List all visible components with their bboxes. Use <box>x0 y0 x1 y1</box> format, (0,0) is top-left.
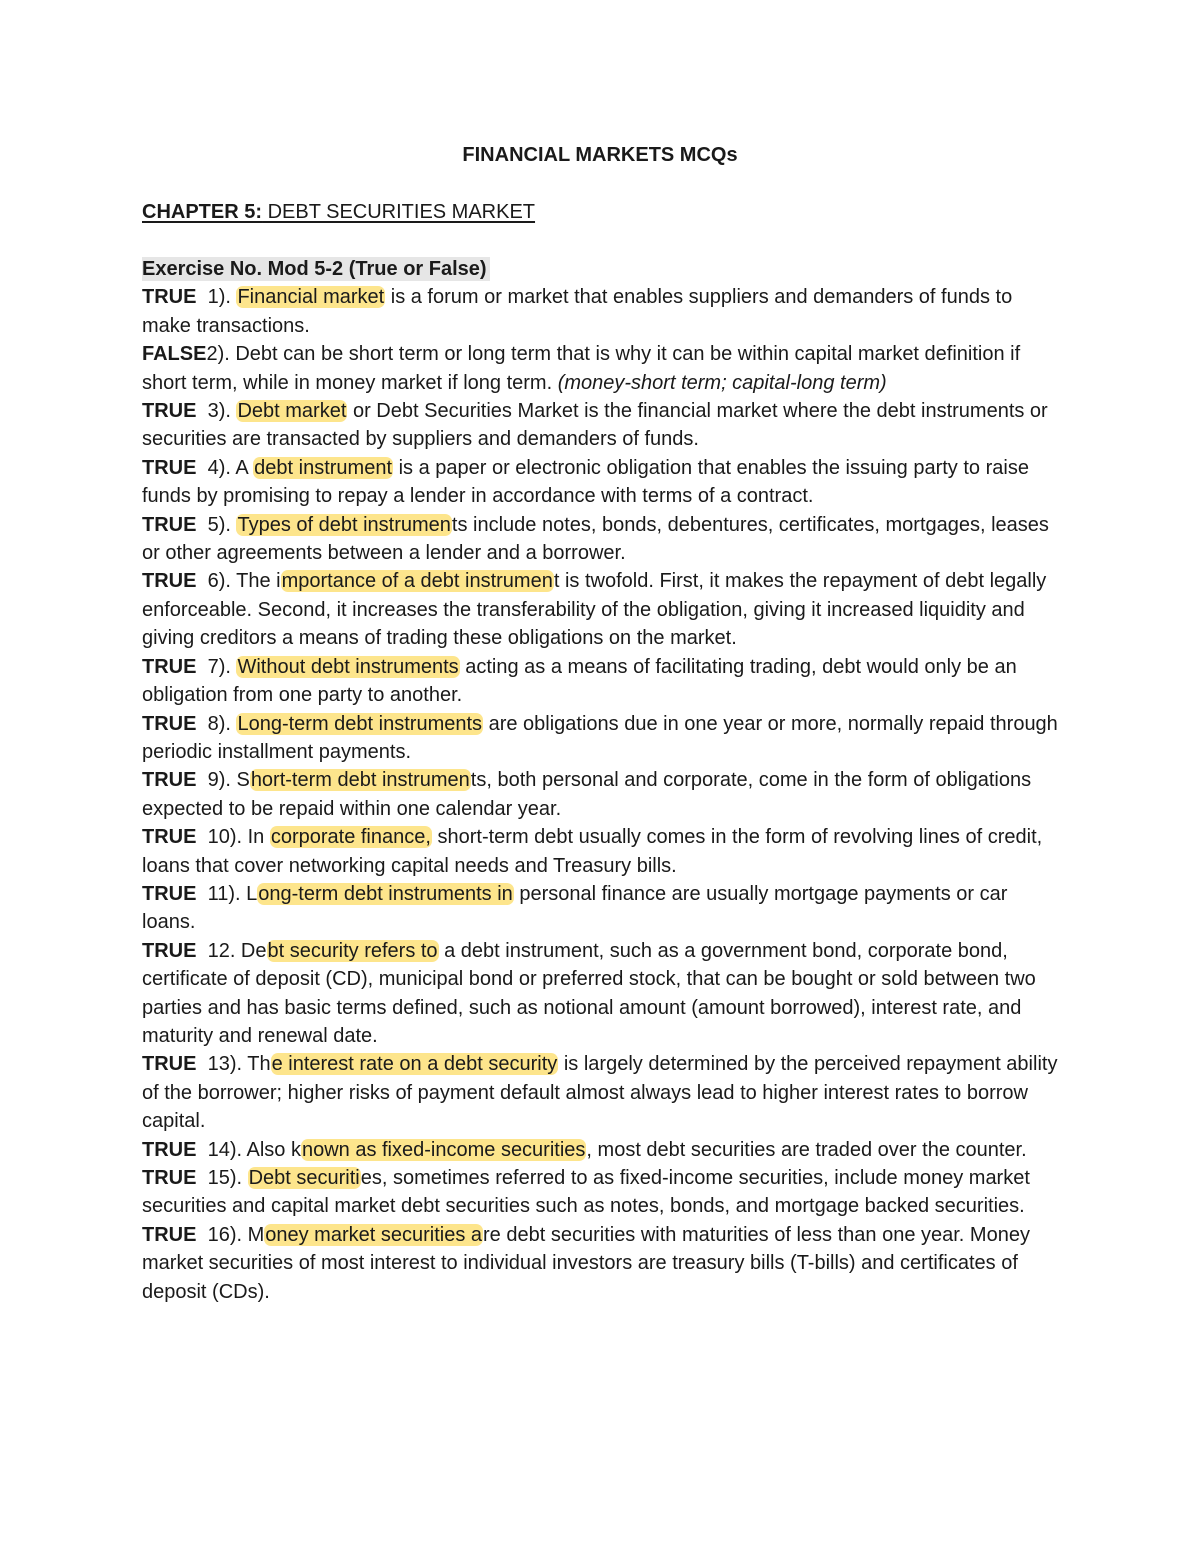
highlighted-term: Financial market <box>237 286 385 309</box>
question-item <box>142 710 1060 767</box>
question-text: short-term debt usually comes in the form of revolving lines of credit, loans that cover networking capital needs and Treasury bills. <box>142 826 1043 877</box>
exercise-heading: Exercise No. Mod 5-2 (True or False) <box>142 257 490 281</box>
exercise-body <box>142 255 1060 1306</box>
question-number: 5). <box>196 513 237 536</box>
question-item <box>142 653 1060 710</box>
highlighted-term: Debt securiti <box>248 1167 360 1189</box>
question-number: 6). The i <box>196 570 281 593</box>
chapter-name: DEBT SECURITIES MARKET <box>262 201 536 223</box>
answer-label: TRUE <box>142 939 197 962</box>
chapter-label: CHAPTER 5: <box>142 201 263 223</box>
answer-label: TRUE <box>142 655 197 678</box>
question-item <box>142 1221 1060 1306</box>
question-number: 9). S <box>196 769 250 792</box>
question-item <box>142 1136 1060 1164</box>
answer-label: TRUE <box>142 456 197 479</box>
highlighted-term: ong-term debt instruments in <box>258 882 513 905</box>
question-item <box>142 823 1060 880</box>
question-text: is largely determined by the perceived repayment ability of the borrower; higher risks of payment default almost always lead to higher interest rates to borrow capital. <box>142 1053 1058 1133</box>
question-item <box>142 397 1060 454</box>
explanation-note: (money-short term; capital-long term) <box>557 371 887 394</box>
page-title: FINANCIAL MARKETS MCQs <box>462 144 738 166</box>
highlighted-term: e interest rate on a debt security <box>271 1053 558 1076</box>
highlighted-term: Debt market <box>237 400 347 423</box>
question-text: , most debt securities are traded over the counter. <box>586 1138 1027 1161</box>
question-item <box>142 937 1060 1051</box>
question-item <box>142 1050 1060 1135</box>
question-number: 10). In <box>196 826 270 849</box>
chapter-heading <box>142 199 535 225</box>
question-text: t is twofold. First, it makes the repayment of debt legally enforceable. Second, it increases the transferability of the obligation, giving it increased liquidity and giving creditors a means of trading these obligations on the market. <box>142 570 1047 650</box>
question-number: 16). M <box>196 1223 265 1246</box>
question-number: 1). <box>196 286 237 309</box>
answer-label: TRUE <box>142 769 197 792</box>
question-text: a debt instrument, such as a government bond, corporate bond, certificate of deposit (CD), municipal bond or preferred stock, that can be bought or sold between two parties and has basic terms defined, such as notional amount (amount borrowed), interest rate, and maturity and renewal date. <box>142 939 1036 1047</box>
question-text: ts, both personal and corporate, come in the form of obligations expected to be repaid within one calendar year. <box>142 769 1032 820</box>
answer-label: FALSE <box>142 343 207 366</box>
question-number: 2). <box>206 343 236 366</box>
highlighted-term: bt security refers to <box>267 939 438 962</box>
answer-label: TRUE <box>142 826 197 849</box>
highlighted-term: oney market securities a <box>265 1223 483 1246</box>
answer-label: TRUE <box>142 286 197 309</box>
highlighted-term: Long-term debt instruments <box>237 712 483 735</box>
question-text: ts include notes, bonds, debentures, certificates, mortgages, leases or other agreements between a lender and a borrower. <box>142 513 1049 565</box>
question-item <box>142 880 1060 937</box>
question-number: 8). <box>196 712 237 735</box>
question-text: personal finance are usually mortgage payments or car loans. <box>142 882 1008 934</box>
exercise-heading-row <box>142 255 1060 283</box>
answer-label: TRUE <box>142 570 197 593</box>
question-text: Debt can be short term or long term that is why it can be within capital market definition if short term, while in money market if long term. <box>142 343 1021 394</box>
question-item <box>142 511 1060 568</box>
question-number: 15). <box>196 1167 248 1189</box>
answer-label: TRUE <box>142 513 197 536</box>
question-item <box>142 454 1060 511</box>
answer-label: TRUE <box>142 1053 197 1076</box>
question-number: 12. De <box>196 939 267 962</box>
highlighted-term: mportance of a debt instrumen <box>281 570 553 593</box>
question-item <box>142 766 1060 823</box>
question-item <box>142 1164 1060 1221</box>
answer-label: TRUE <box>142 882 197 905</box>
question-text: is a forum or market that enables suppliers and demanders of funds to make transactions. <box>142 286 1013 337</box>
question-item <box>142 567 1060 652</box>
question-number: 14). Also k <box>196 1138 301 1161</box>
answer-label: TRUE <box>142 1138 197 1161</box>
question-text: or Debt Securities Market is the financial market where the debt instruments or securities are transacted by suppliers and demanders of funds. <box>142 400 1048 451</box>
question-text: are obligations due in one year or more, normally repaid through periodic installment payments. <box>142 712 1058 763</box>
answer-label: TRUE <box>142 400 197 423</box>
question-item <box>142 340 1060 397</box>
answer-label: TRUE <box>142 1223 197 1246</box>
highlighted-term: debt instrument <box>254 456 393 479</box>
highlighted-term: Types of debt instrumen <box>237 513 451 536</box>
question-number: 7). <box>196 655 237 678</box>
question-text: re debt securities with maturities of less than one year. Money market securities of most interest to individual investors are treasury bills (T-bills) and certificates of deposit (CDs). <box>142 1223 1030 1303</box>
question-text: acting as a means of facilitating trading, debt would only be an obligation from one party to another. <box>142 655 1017 707</box>
question-number: 11). L <box>196 882 258 905</box>
highlighted-term: Without debt instruments <box>237 655 459 678</box>
highlighted-term: hort-term debt instrumen <box>250 769 470 792</box>
answer-label: TRUE <box>142 1167 197 1189</box>
question-text: is a paper or electronic obligation that enables the issuing party to raise funds by promising to repay a lender in accordance with terms of a contract. <box>142 456 1029 508</box>
question-item <box>142 283 1060 340</box>
question-number: 3). <box>196 400 237 423</box>
question-number: 13). Th <box>196 1053 271 1076</box>
highlighted-term: nown as fixed-income securities <box>301 1138 586 1161</box>
question-number: 4). A <box>196 456 254 479</box>
highlighted-term: corporate finance, <box>270 826 431 849</box>
question-list <box>142 283 1060 1306</box>
answer-label: TRUE <box>142 712 197 735</box>
question-text: es, sometimes referred to as fixed-income securities, include money market securities and capital market debt securities such as notes, bonds, and mortgage backed securities. <box>142 1167 1030 1218</box>
